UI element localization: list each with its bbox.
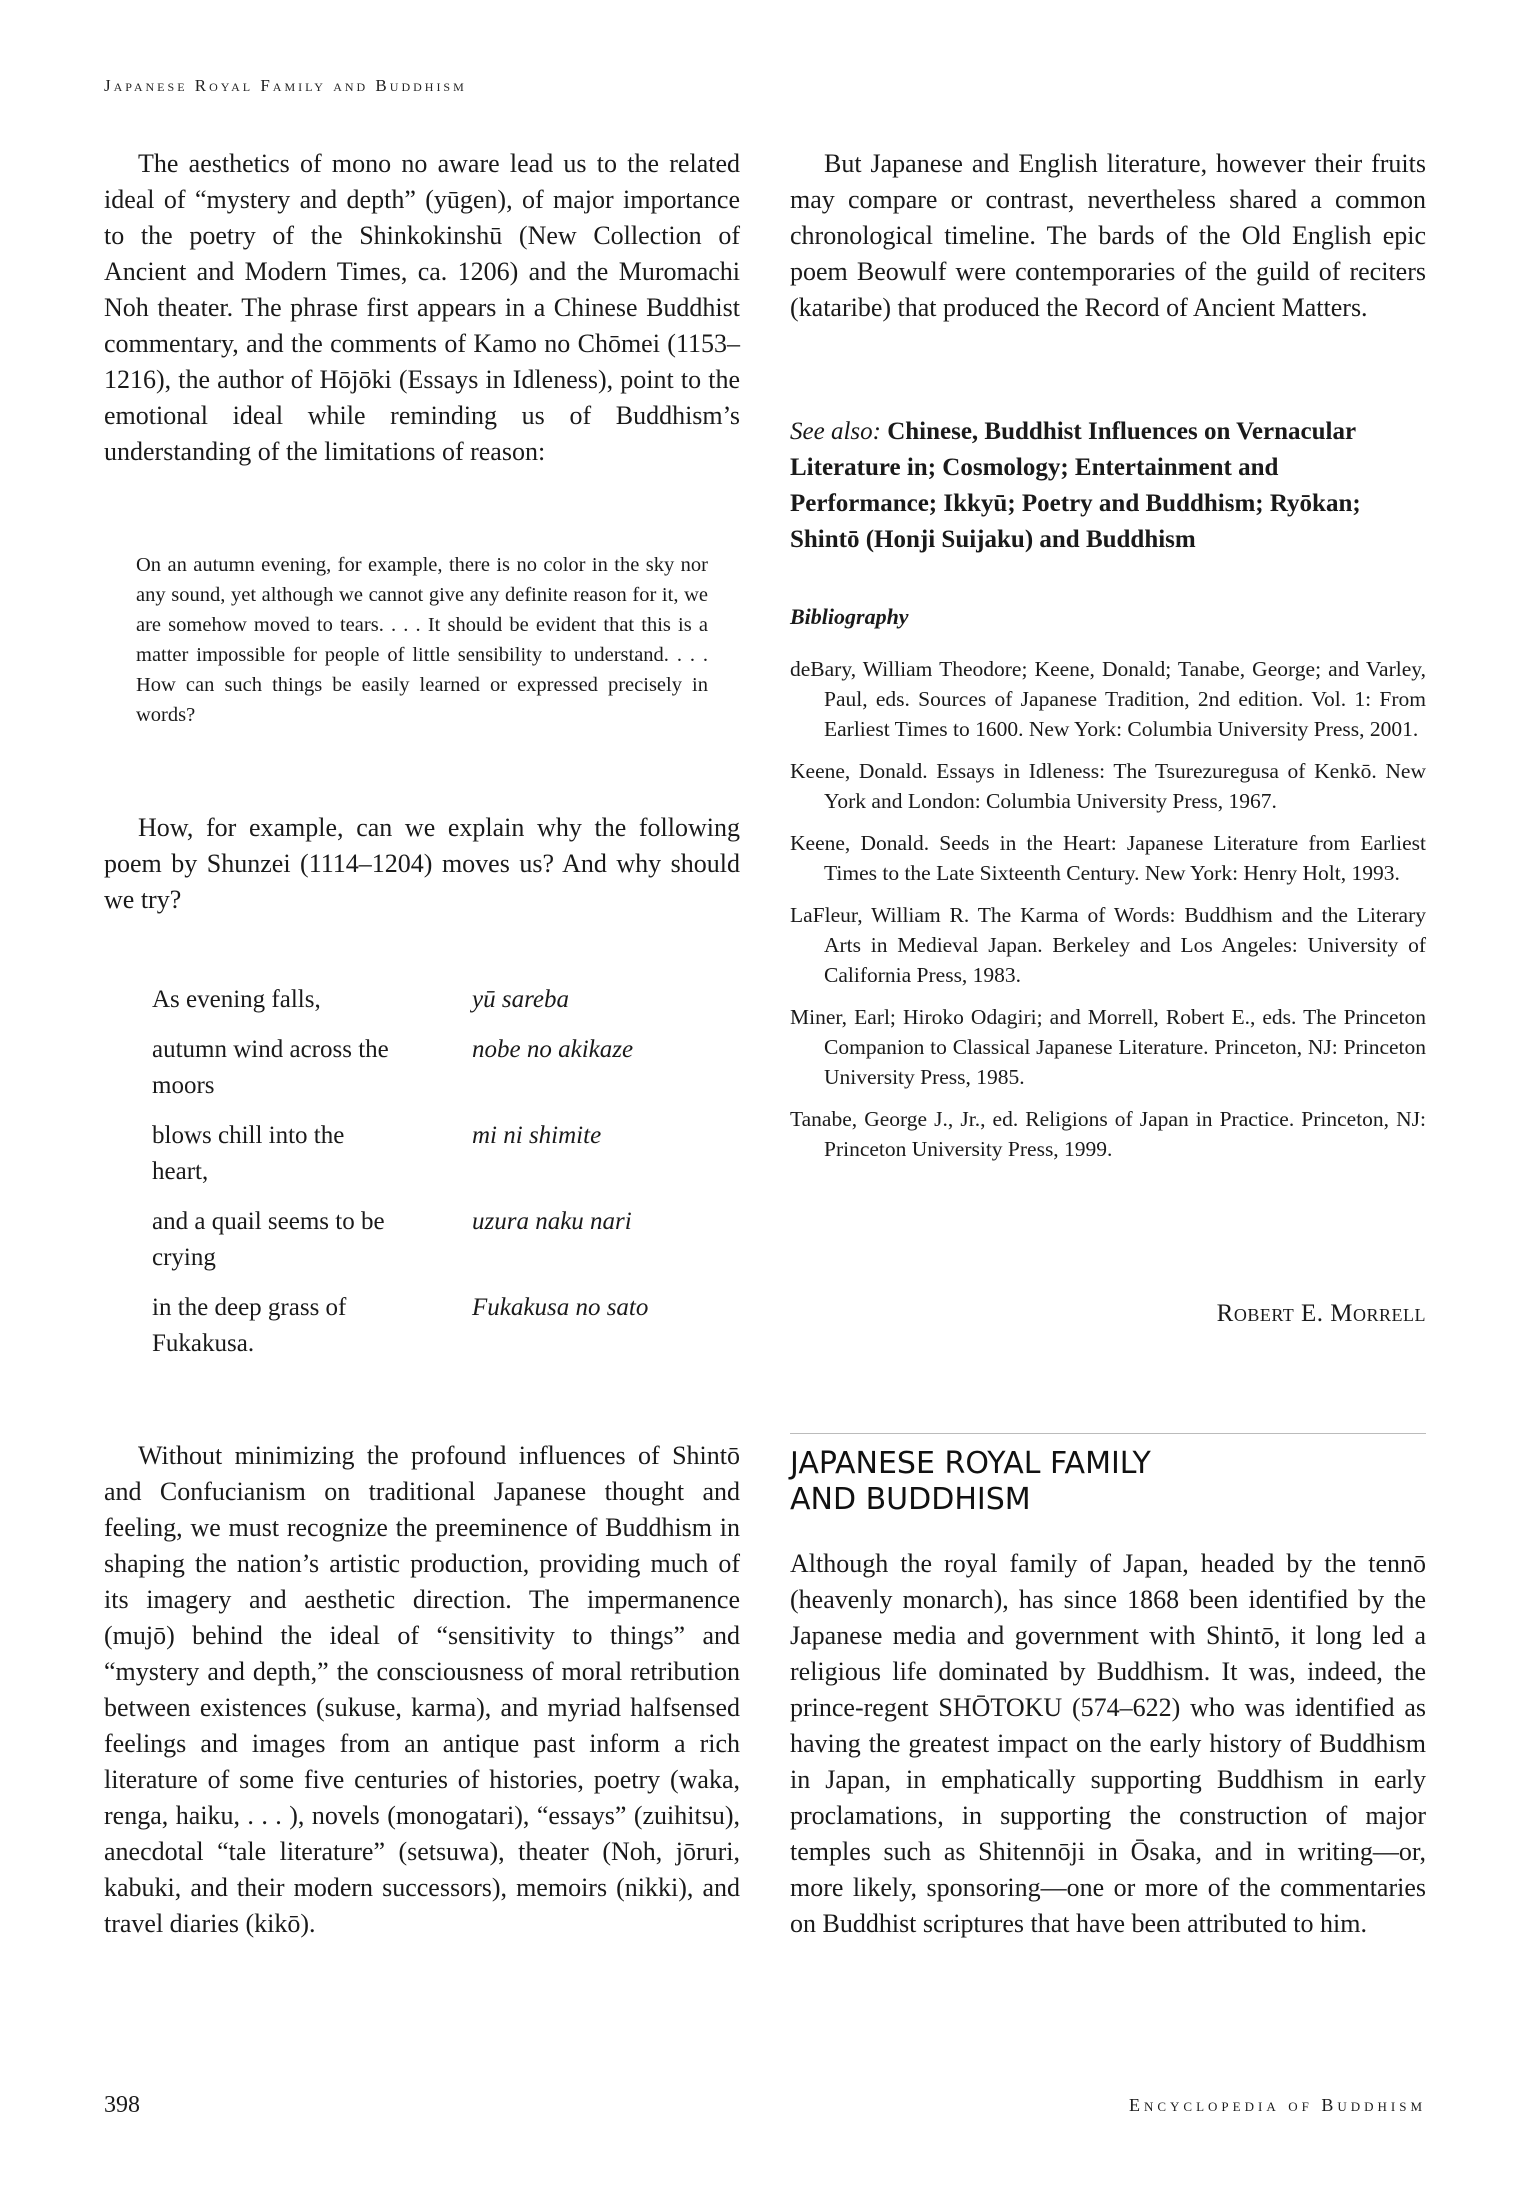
left-paragraph-2	[104, 810, 740, 918]
poem-english: in the deep grass of Fukakusa.	[152, 1294, 347, 1357]
section-title-line: JAPANESE ROYAL FAMILY	[790, 1446, 1151, 1481]
left-paragraph-1	[104, 146, 740, 470]
poem-english: As evening falls,	[152, 986, 321, 1013]
poem-line	[152, 1290, 712, 1362]
see-also-links: Chinese, Buddhist Influences on Vernacular Literature in; Cosmology; Entertainment and Performance; Ikkyū; Poetry and Buddhism; Ryōkan; Shintō (Honji Suijaku) and Buddhism	[790, 418, 1361, 553]
paragraph-text: Although the royal family of Japan, headed by the tennō (heavenly monarch), has since 1868 been identified by the Japanese media and government with Shintō, it long led a religious life dominated by Buddhism. It was, indeed, the prince-regent SHŌTOKU (574–622) who was identified as having the greatest impact on the early history of Buddhism in Japan, in emphatically supporting Buddhism in early proclamations, in supporting the construction of major temples such as Shitennōji in Ōsaka, and in writing—or, more likely, sponsoring—one or more of the commentaries on Buddhist scriptures that have been attributed to him.	[790, 1549, 1426, 1938]
poem-line	[152, 1204, 712, 1276]
bibliography-entry: Miner, Earl; Hiroko Odagiri; and Morrell, Robert E., eds. The Princeton Companion to Classical Japanese Literature. Princeton, NJ: Princeton University Press, 1985.	[790, 1005, 1426, 1089]
poem-line	[152, 1118, 712, 1190]
paragraph-text: Without minimizing the profound influences of Shintō and Confucianism on traditional Japanese thought and feeling, we must recognize the preeminence of Buddhism in shaping the nation’s artistic production, providing much of its imagery and aesthetic direction. The impermanence (mujō) behind the ideal of “sensitivity to things” and “mystery and depth,” the consciousness of moral retribution between existences (sukuse, karma), and myriad halfsensed feelings and images from an antique past inform a rich literature of some five centuries of histories, poetry (waka, renga, haiku, . . . ), novels (monogatari), “essays” (zuihitsu), anecdotal “tale literature” (setsuwa), theater (Noh, jōruri, kabuki, and their modern successors), memoirs (nikki), and travel diaries (kikō).	[104, 1441, 740, 1938]
section-title	[790, 1446, 1151, 1518]
poem-line	[152, 1032, 712, 1104]
section-divider	[790, 1433, 1426, 1434]
poem-japanese: Fukakusa no sato	[472, 1294, 649, 1321]
running-head: Japanese Royal Family and Buddhism	[104, 76, 467, 95]
bibliography-entry: LaFleur, William R. The Karma of Words: Buddhism and the Literary Arts in Medieval Japan. Berkeley and Los Angeles: University of California Press, 1983.	[790, 903, 1426, 987]
right-paragraph-1	[790, 146, 1426, 326]
see-also-label: See also:	[790, 418, 881, 445]
poem-english: autumn wind across the moors	[152, 1036, 389, 1099]
bibliography-list	[790, 654, 1426, 1176]
book-title: Encyclopedia of Buddhism	[1128, 2095, 1426, 2115]
poem-english: and a quail seems to be crying	[152, 1208, 385, 1271]
poem-line	[152, 982, 712, 1018]
poem-japanese: uzura naku nari	[472, 1208, 632, 1235]
section-title-line: AND BUDDHISM	[790, 1482, 1031, 1517]
bibliography-entry: deBary, William Theodore; Keene, Donald; Tanabe, George; and Varley, Paul, eds. Sources of Japanese Tradition, 2nd edition. Vol. 1: From Earliest Times to 1600. New York: Columbia University Press, 2001.	[790, 657, 1426, 741]
poem-japanese: yū sareba	[472, 986, 569, 1013]
see-also	[790, 414, 1426, 558]
bibliography-heading: Bibliography	[790, 604, 909, 629]
paragraph-text: The aesthetics of mono no aware lead us to the related ideal of “mystery and depth” (yūgen), of major importance to the poetry of the Shinkokinshū (New Collection of Ancient and Modern Times, ca. 1206) and the Muromachi Noh theater. The phrase first appears in a Chinese Buddhist commentary, and the comments of Kamo no Chōmei (1153–1216), the author of Hōjōki (Essays in Idleness), point to the emotional ideal while reminding us of Buddhism’s understanding of the limitations of reason:	[104, 149, 740, 466]
bibliography-entry: Keene, Donald. Essays in Idleness: The Tsurezuregusa of Kenkō. New York and London: Columbia University Press, 1967.	[790, 759, 1426, 813]
article-author: Robert E. Morrell	[1216, 1300, 1426, 1327]
left-paragraph-3	[104, 1438, 740, 1942]
block-quote: On an autumn evening, for example, there is no color in the sky nor any sound, yet although we cannot give any definite reason for it, we are somehow moved to tears. . . . It should be evident that this is a matter impossible for people of little sensibility to understand. . . . How can such things be easily learned or expressed precisely in words?	[136, 554, 708, 726]
bibliography-entry: Keene, Donald. Seeds in the Heart: Japanese Literature from Earliest Times to the Late Sixteenth Century. New York: Henry Holt, 1993.	[790, 831, 1426, 885]
bibliography-entry: Tanabe, George J., Jr., ed. Religions of Japan in Practice. Princeton, NJ: Princeton University Press, 1999.	[790, 1107, 1426, 1161]
poem	[152, 982, 712, 1376]
poem-japanese: nobe no akikaze	[472, 1036, 634, 1063]
paragraph-text: How, for example, can we explain why the following poem by Shunzei (1114–1204) moves us? And why should we try?	[104, 813, 740, 914]
paragraph-text: But Japanese and English literature, however their fruits may compare or contrast, nevertheless shared a common chronological timeline. The bards of the Old English epic poem Beowulf were contemporaries of the guild of reciters (kataribe) that produced the Record of Ancient Matters.	[790, 149, 1426, 322]
poem-japanese: mi ni shimite	[472, 1122, 602, 1149]
poem-english: blows chill into the heart,	[152, 1122, 345, 1185]
right-paragraph-2	[790, 1546, 1426, 1942]
page-number: 398	[104, 2092, 140, 2118]
